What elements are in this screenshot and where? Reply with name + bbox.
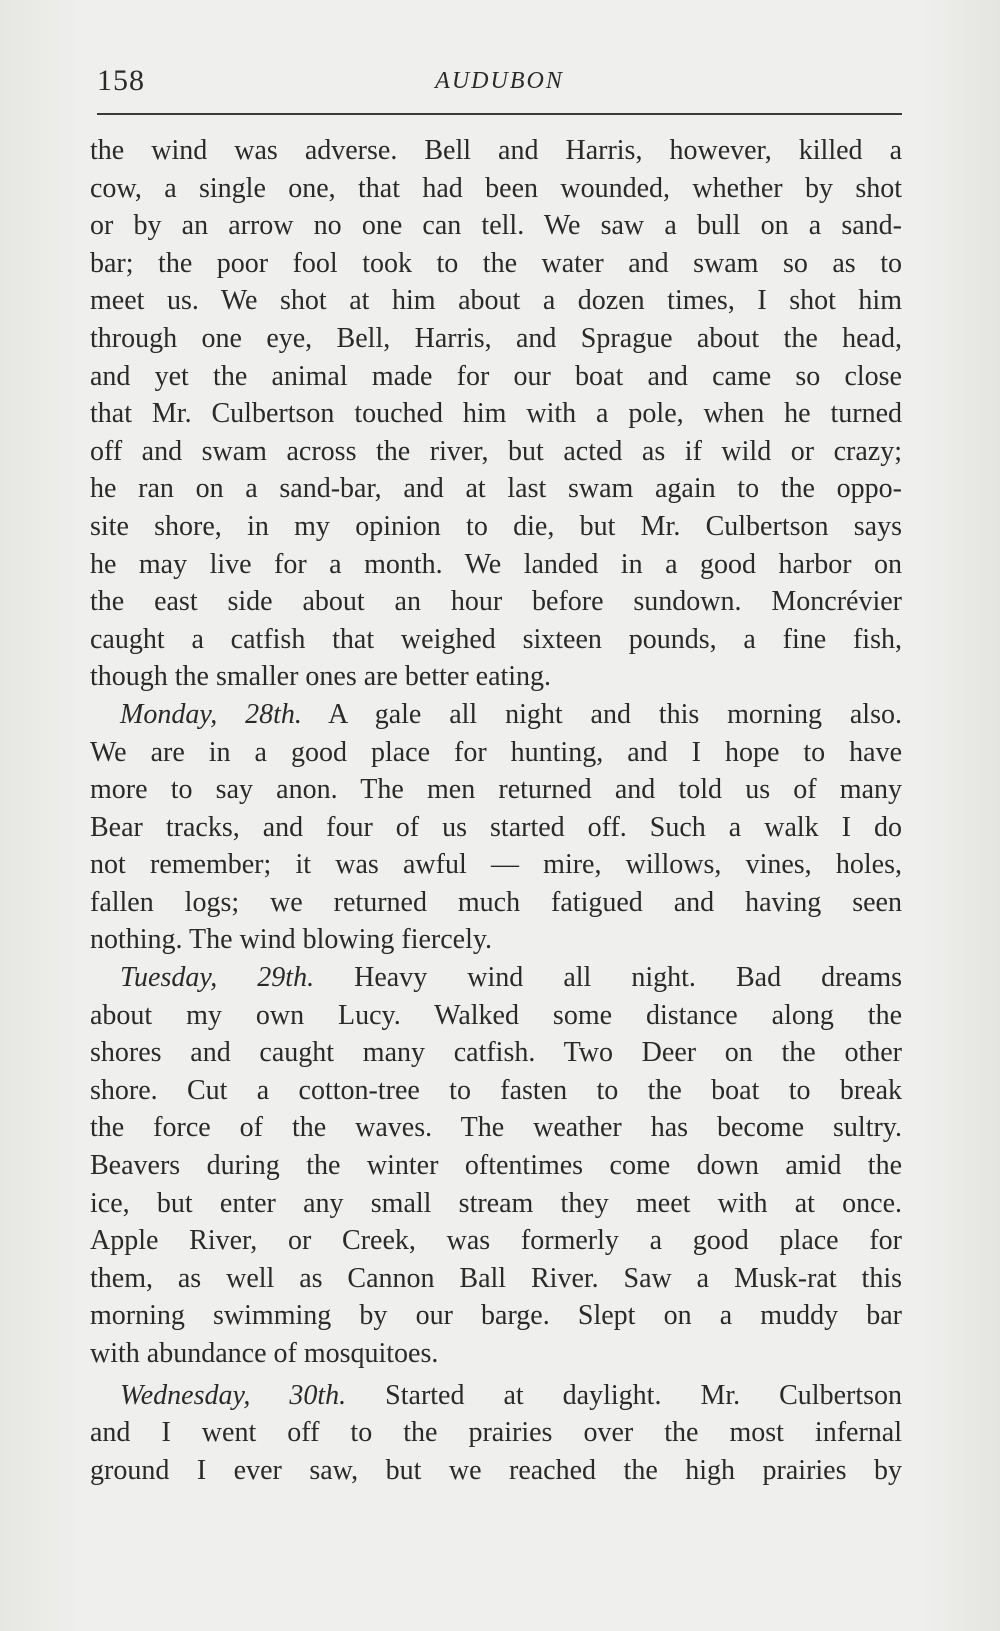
text-line xyxy=(90,696,902,734)
text-line: the wind was adverse. Bell and Harris, however, killed a xyxy=(90,135,902,166)
text-line: ground I ever saw, but we reached the high prairies by xyxy=(90,1454,902,1486)
text-line: Bear tracks, and four of us started off. Such a walk I do xyxy=(90,811,902,843)
header-rule xyxy=(97,113,902,115)
text-line: Beavers during the winter oftentimes come down amid the xyxy=(90,1150,902,1182)
text-line: meet us. We shot at him about a dozen times, I shot him xyxy=(90,285,902,317)
text-line: nothing. The wind blowing fiercely. xyxy=(90,924,493,956)
text-line: that Mr. Culbertson touched him with a pole, when he turned xyxy=(90,398,902,430)
text-line: cow, a single one, that had been wounded, whether by shot xyxy=(90,172,902,204)
text-line: about my own Lucy. Walked some distance along the xyxy=(90,999,902,1031)
text-line: fallen logs; we returned much fatigued and having seen xyxy=(90,886,902,918)
text-line: more to say anon. The men returned and told us of many xyxy=(90,774,902,806)
entry-date: Monday, 28th. xyxy=(120,698,302,730)
paragraph xyxy=(90,696,902,959)
text-line-rest: Started at daylight. Mr. Culbertson xyxy=(346,1379,903,1411)
text-line: site shore, in my opinion to die, but Mr. Culbertson says xyxy=(90,510,902,542)
text-line-rest: Heavy wind all night. Bad dreams xyxy=(314,962,902,994)
paragraph xyxy=(90,959,902,1373)
running-head: AUDUBON xyxy=(435,68,564,94)
text-line: off and swam across the river, but acted as if wild or crazy; xyxy=(90,435,902,467)
text-line: them, as well as Cannon Ball River. Saw a Musk-rat this xyxy=(90,1262,902,1294)
text-line: and I went off to the prairies over the most infernal xyxy=(90,1417,902,1449)
text-line: through one eye, Bell, Harris, and Sprague about the head, xyxy=(90,322,902,354)
text-line: not remember; it was awful — mire, willows, vines, holes, xyxy=(90,849,902,881)
paragraph xyxy=(90,132,902,696)
text-line: caught a catfish that weighed sixteen pounds, a fine fish, xyxy=(90,623,902,655)
text-line: We are in a good place for hunting, and I hope to have xyxy=(90,736,902,768)
entry-date: Wednesday, 30th. xyxy=(120,1379,347,1411)
text-line: shore. Cut a cotton-tree to fasten to the boat to break xyxy=(90,1074,902,1106)
text-line: though the smaller ones are better eating. xyxy=(90,661,552,693)
text-line: ice, but enter any small stream they meet with at once. xyxy=(90,1187,902,1219)
text-line: he may live for a month. We landed in a good harbor on xyxy=(90,548,902,580)
text-line: Apple River, or Creek, was formerly a good place for xyxy=(90,1225,902,1257)
text-line: bar; the poor fool took to the water and swam so as to xyxy=(90,247,902,279)
text-line xyxy=(90,1377,902,1415)
text-line: or by an arrow no one can tell. We saw a bull on a sand- xyxy=(90,210,902,242)
text-line: he ran on a sand-bar, and at last swam again to the oppo- xyxy=(90,473,902,505)
paragraph xyxy=(90,1377,902,1490)
text-line: morning swimming by our barge. Slept on a muddy bar xyxy=(90,1300,902,1332)
text-line xyxy=(90,959,902,997)
text-line: and yet the animal made for our boat and came so close xyxy=(90,360,902,392)
text-line: with abundance of mosquitoes. xyxy=(90,1338,439,1369)
text-line-rest: A gale all night and this morning also. xyxy=(301,698,902,730)
body-text xyxy=(90,132,902,1489)
entry-date: Tuesday, 29th. xyxy=(120,962,315,994)
text-line: the east side about an hour before sundown. Moncrévier xyxy=(90,586,902,618)
text-line: the force of the waves. The weather has become sultry. xyxy=(90,1112,902,1144)
text-line: shores and caught many catfish. Two Deer on the other xyxy=(90,1037,902,1069)
page-number: 158 xyxy=(97,64,145,97)
page-header xyxy=(97,60,902,110)
